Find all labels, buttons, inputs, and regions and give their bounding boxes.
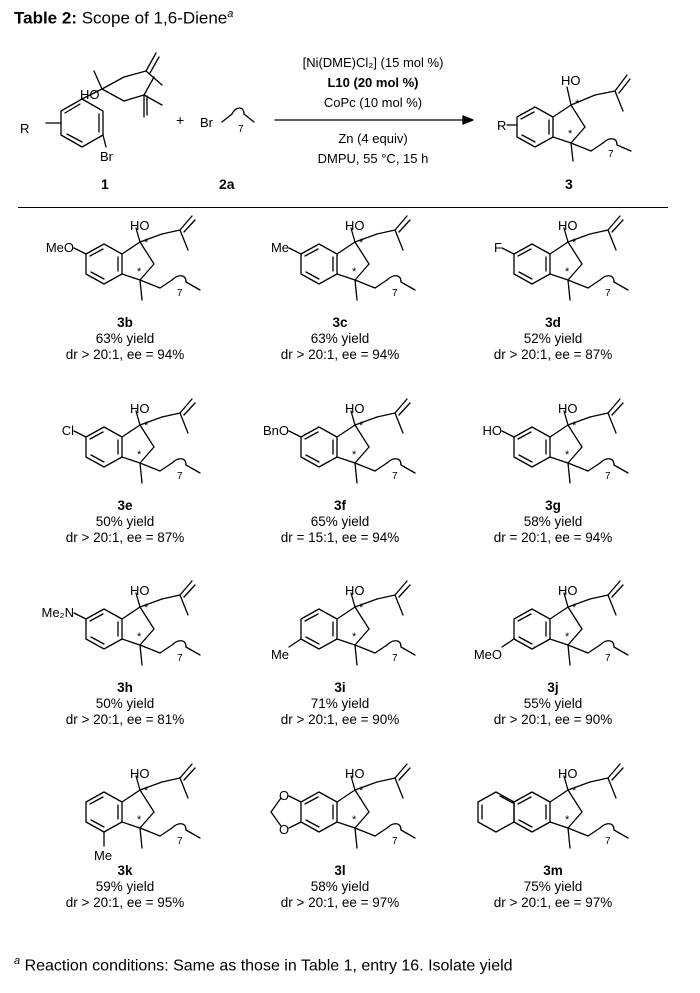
- compound-structure-3j: [458, 585, 648, 680]
- condition-ligand: L10 (20 mol %): [327, 75, 419, 90]
- reactant-2a-label: 2a: [219, 176, 235, 192]
- compound-id: 3b: [117, 315, 133, 330]
- table-number: Table 2:: [14, 8, 77, 28]
- compound-yield: 55% yield: [523, 696, 583, 711]
- reaction-arrow: [275, 113, 480, 127]
- compound-yield: 71% yield: [310, 696, 370, 711]
- footnote-mark: a: [14, 955, 21, 967]
- compound-selectivity: dr > 20:1, ee = 81%: [65, 712, 185, 727]
- table-rule: [18, 207, 668, 208]
- compound-entry-3k: [25, 863, 225, 911]
- compound-ho-label: HO: [130, 766, 150, 781]
- product-3-label: 3: [565, 176, 573, 192]
- plus-sign: +: [176, 112, 185, 128]
- chain-sub7: 7: [392, 836, 398, 847]
- stereo-star-1: *: [144, 420, 149, 432]
- footnote-text: Reaction conditions: Same as those in Table 1, entry 16. Isolate yield: [24, 957, 513, 975]
- compound-entry-3c: [240, 315, 440, 363]
- stereo-star-2: *: [352, 266, 357, 278]
- chain-sub7: 7: [392, 653, 398, 664]
- table-footnote: [14, 955, 513, 975]
- dioxole-o-top: O: [279, 788, 290, 803]
- compound-entry-3d: [453, 315, 653, 363]
- starting-material-1-structure: [20, 55, 195, 170]
- compound-selectivity: dr > 20:1, ee = 87%: [493, 347, 613, 362]
- substituent-label: Cl: [61, 423, 74, 438]
- stereo-star-2: *: [565, 449, 570, 461]
- compound-selectivity: dr = 20:1, ee = 94%: [493, 530, 613, 545]
- compound-yield: 63% yield: [310, 331, 370, 346]
- compound-id: 3e: [117, 498, 133, 513]
- compound-selectivity: dr = 15:1, ee = 94%: [280, 530, 400, 545]
- chain-sub7: 7: [177, 653, 183, 664]
- compound-ho-label: HO: [345, 401, 365, 416]
- compound-ho-label: HO: [558, 766, 578, 781]
- compound-structure-3c: [245, 220, 435, 315]
- compound-entry-3h: [25, 680, 225, 728]
- compound-selectivity: dr > 20:1, ee = 87%: [65, 530, 185, 545]
- compound-entry-3f: [240, 498, 440, 546]
- dioxole-o-bottom: O: [279, 822, 290, 837]
- substituent-label: BnO: [262, 423, 289, 438]
- sm-r-label: R: [20, 121, 30, 136]
- compound-ho-label: HO: [130, 218, 150, 233]
- reagent-sub7: 7: [238, 124, 244, 135]
- compound-id: 3l: [334, 863, 346, 878]
- compound-entry-3j: [453, 680, 653, 728]
- compound-ho-label: HO: [558, 583, 578, 598]
- compound-id: 3i: [334, 680, 346, 695]
- stereo-star-2: *: [137, 266, 142, 278]
- compound-yield: 63% yield: [95, 331, 155, 346]
- compound-structure-3e: [30, 403, 220, 498]
- compound-ho-label: HO: [345, 583, 365, 598]
- stereo-star-2: *: [137, 631, 142, 643]
- condition-catalyst: [Ni(DME)Cl₂] (15 mol %): [302, 55, 444, 70]
- compound-structure-3g: [458, 403, 648, 498]
- chain-sub7: 7: [392, 288, 398, 299]
- compound-selectivity: dr > 20:1, ee = 90%: [493, 712, 613, 727]
- compound-structure-3i: [245, 585, 435, 680]
- stereo-star-1: *: [359, 602, 364, 614]
- chain-sub7: 7: [605, 471, 611, 482]
- compound-ho-label: HO: [130, 401, 150, 416]
- condition-cocatalyst: CoPc (10 mol %): [323, 95, 423, 110]
- product-3-structure: [495, 65, 685, 180]
- compound-ho-label: HO: [130, 583, 150, 598]
- substituent-label: Me: [270, 647, 289, 662]
- chain-sub7: 7: [177, 836, 183, 847]
- compound-yield: 58% yield: [310, 879, 370, 894]
- stereo-star-1: *: [572, 602, 577, 614]
- compound-structure-3d: [458, 220, 648, 315]
- stereo-star-1: *: [359, 785, 364, 797]
- substituent-label: MeO: [473, 647, 502, 662]
- compound-ho-label: HO: [558, 218, 578, 233]
- compound-entry-3m: [453, 863, 653, 911]
- compound-yield: 58% yield: [523, 514, 583, 529]
- compound-ho-label: HO: [558, 401, 578, 416]
- sm-br-label: Br: [100, 149, 113, 164]
- stereo-star-2: *: [137, 449, 142, 461]
- substituent-label: HO: [482, 423, 502, 438]
- chain-sub7: 7: [605, 288, 611, 299]
- compound-selectivity: dr > 20:1, ee = 94%: [65, 347, 185, 362]
- stereo-star-1: *: [572, 785, 577, 797]
- stereo-star-1: *: [359, 420, 364, 432]
- compound-entry-3i: [240, 680, 440, 728]
- product-stereo-star-1: *: [575, 98, 580, 110]
- product-stereo-star-2: *: [568, 128, 573, 140]
- stereo-star-2: *: [565, 814, 570, 826]
- chain-sub7: 7: [177, 288, 183, 299]
- stereo-star-2: *: [565, 266, 570, 278]
- chain-sub7: 7: [605, 653, 611, 664]
- compound-ho-label: HO: [345, 218, 365, 233]
- compound-id: 3j: [547, 680, 559, 695]
- compound-entry-3g: [453, 498, 653, 546]
- substituent-label: F: [494, 240, 502, 255]
- stereo-star-1: *: [144, 602, 149, 614]
- compound-selectivity: dr > 20:1, ee = 90%: [280, 712, 400, 727]
- compound-entry-3e: [25, 498, 225, 546]
- compound-ho-label: HO: [345, 766, 365, 781]
- substituent-label: MeO: [45, 240, 74, 255]
- substituent-label: Me: [94, 848, 113, 863]
- product-sub7: 7: [608, 149, 614, 160]
- compound-yield: 50% yield: [95, 514, 155, 529]
- condition-solvent-temp: DMPU, 55 °C, 15 h: [317, 151, 429, 166]
- compound-id: 3f: [333, 498, 346, 513]
- compound-structure-3l: [245, 768, 435, 863]
- compound-entry-3l: [240, 863, 440, 911]
- compound-id: 3c: [332, 315, 348, 330]
- stereo-star-2: *: [352, 814, 357, 826]
- compound-yield: 50% yield: [95, 696, 155, 711]
- table-caption: Scope of 1,6-Diene: [81, 8, 228, 28]
- compound-id: 3h: [117, 680, 133, 695]
- stereo-star-2: *: [137, 814, 142, 826]
- compound-selectivity: dr > 20:1, ee = 97%: [280, 895, 400, 910]
- condition-reductant: Zn (4 equiv): [338, 131, 408, 146]
- compound-selectivity: dr > 20:1, ee = 97%: [493, 895, 613, 910]
- compound-id: 3g: [545, 498, 561, 513]
- compound-selectivity: dr > 20:1, ee = 95%: [65, 895, 185, 910]
- compound-yield: 75% yield: [523, 879, 583, 894]
- stereo-star-1: *: [359, 237, 364, 249]
- chain-sub7: 7: [392, 471, 398, 482]
- table-title: [14, 8, 233, 29]
- compound-structure-3f: [245, 403, 435, 498]
- compound-yield: 65% yield: [310, 514, 370, 529]
- compound-structure-3b: [30, 220, 220, 315]
- compound-id: 3m: [543, 863, 563, 878]
- stereo-star-1: *: [572, 237, 577, 249]
- stereo-star-2: *: [352, 631, 357, 643]
- sm-ho-label: HO: [80, 87, 100, 102]
- reactant-1-label: 1: [101, 176, 109, 192]
- compound-id: 3k: [117, 863, 133, 878]
- substituent-label: Me₂N: [41, 605, 74, 620]
- compound-yield: 59% yield: [95, 879, 155, 894]
- stereo-star-1: *: [144, 785, 149, 797]
- stereo-star-2: *: [565, 631, 570, 643]
- compound-entry-3b: [25, 315, 225, 363]
- compound-structure-3h: [30, 585, 220, 680]
- product-ho-label: HO: [561, 73, 581, 88]
- chain-sub7: 7: [605, 836, 611, 847]
- substituent-label: Me: [270, 240, 289, 255]
- compound-structure-3k: [30, 768, 220, 863]
- stereo-star-2: *: [352, 449, 357, 461]
- product-r-label: R: [497, 118, 507, 133]
- chain-sub7: 7: [177, 471, 183, 482]
- compound-id: 3d: [545, 315, 561, 330]
- compound-structure-3m: [458, 768, 648, 863]
- title-footnote-mark: a: [227, 8, 234, 20]
- stereo-star-1: *: [144, 237, 149, 249]
- reagent-br-label: Br: [200, 115, 213, 130]
- compound-yield: 52% yield: [523, 331, 583, 346]
- compound-selectivity: dr > 20:1, ee = 94%: [280, 347, 400, 362]
- stereo-star-1: *: [572, 420, 577, 432]
